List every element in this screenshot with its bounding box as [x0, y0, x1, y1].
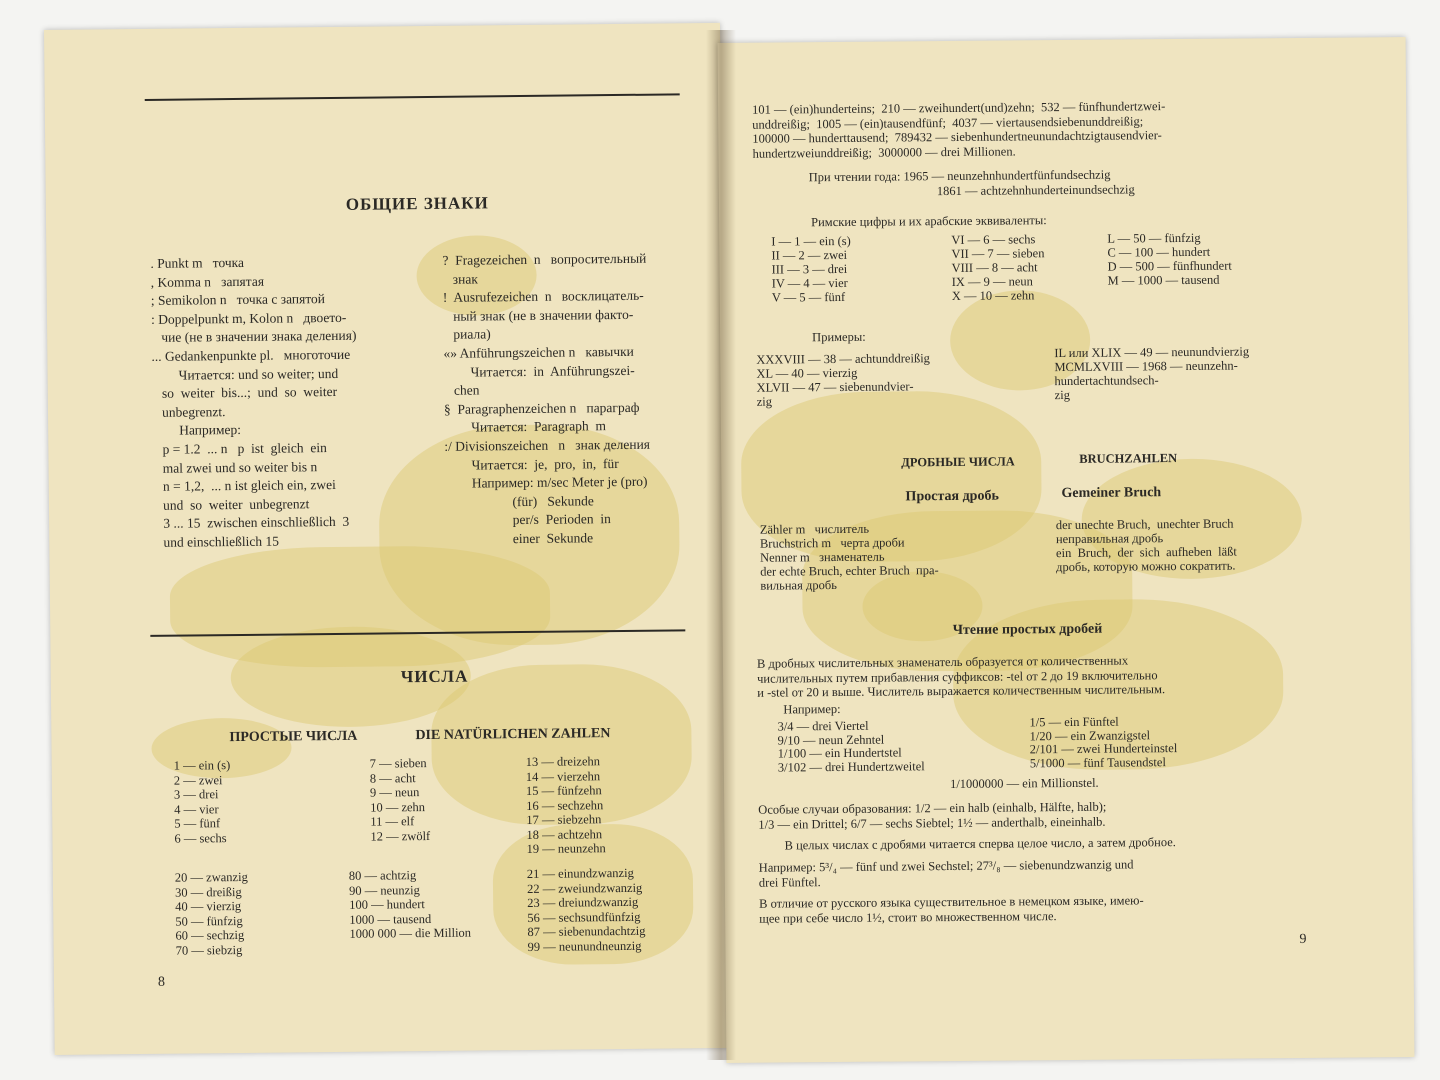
fractions-col1	[760, 521, 939, 593]
text-line: 8 — acht	[369, 770, 416, 786]
text-line: 80 — achtzig	[348, 868, 417, 883]
years-line-2: 1861 — achtzehnhunderteinundsechzig	[936, 182, 1135, 199]
text-line: 5 — fünf	[174, 816, 221, 831]
text-line: ... Gedankenpunkte pl. многоточие	[151, 346, 351, 364]
text-line: zig	[1054, 387, 1070, 403]
text-line: mal zwei und so weiter bis n	[152, 458, 318, 476]
text-line: II — 2 — zwei	[771, 247, 848, 263]
text-line: риала)	[443, 326, 491, 343]
text-line: 23 — dreiundzwanzig	[527, 894, 639, 910]
fractions-col2	[1056, 517, 1237, 575]
text-line: Nenner m знаменатель	[759, 549, 885, 565]
text-line: der echte Bruch, echter Bruch пра-	[760, 563, 939, 579]
text-line: 3 ... 15 zwischen einschließlich 3	[153, 514, 350, 532]
text-line: L — 50 — fünfzig	[1107, 230, 1201, 246]
text-line: Читается: in Anführungszei-	[443, 362, 635, 380]
numbers-group2-col1	[175, 870, 249, 958]
text-line: 1000 — tausend	[349, 911, 432, 927]
text-line: 101 — (ein)hunderteins; 210 — zweihundert(und)zehn; 532 — fünfhundertzwei-	[752, 99, 1166, 117]
numbers-subtitle-ru: ПРОСТЫЕ ЧИСЛА	[229, 728, 358, 746]
text-line: 87 — siebenundachtzig	[527, 923, 646, 939]
text-line: щее при себе число 1½, стоит во множественном числе.	[759, 908, 1057, 926]
text-line: 70 — siebzig	[175, 942, 243, 958]
roman-title: Римские цифры и их арабские эквиваленты:	[811, 213, 1047, 230]
text-line: VI — 6 — sechs	[951, 232, 1036, 247]
text-line: 5/1000 — fünf Tausendstel	[1029, 754, 1166, 770]
text-line: C — 100 — hundert	[1107, 244, 1211, 260]
general-signs-title: ОБЩИЕ ЗНАКИ	[345, 193, 489, 214]
text-line: n = 1,2, ... n ist gleich ein, zwei	[152, 477, 336, 495]
text-line: 3/4 — drei Viertel	[777, 718, 869, 734]
text-line: einer Sekunde	[445, 530, 594, 547]
fractions-sub-de: Gemeiner Bruch	[1061, 485, 1162, 502]
text-line: 3/102 — drei Hundertzweitel	[777, 758, 925, 775]
text-line: III — 3 — drei	[771, 261, 848, 277]
years-line-1: При чтении года: 1965 — neunzehnhundertfünfundsechzig	[808, 167, 1111, 185]
text-line: ein Bruch, der sich aufheben läßt	[1055, 544, 1237, 561]
text-line: 19 — neunzehn	[526, 841, 606, 856]
text-line: Читается: Paragraph m	[444, 418, 607, 436]
text-line: : Doppelpunkt m, Kolon n двоето-	[150, 309, 347, 327]
text-line: 100 — hundert	[349, 897, 425, 912]
text-line: 100000 — hunderttausend; 789432 — siebenhundertneunundachtzigtausendvier-	[752, 128, 1162, 146]
text-line: 1000 000 — die Million	[349, 925, 472, 941]
top-rule	[145, 93, 680, 101]
text-line: und einschließlich 15	[153, 533, 280, 550]
text-line: 17 — siebzehn	[526, 812, 602, 827]
text-line: 3 — drei	[173, 787, 219, 802]
text-line: 11 — elf	[370, 814, 415, 829]
text-line: 60 — sechzig	[175, 927, 245, 943]
reading-example2	[759, 856, 1337, 890]
text-line: 12 — zwölf	[370, 828, 431, 844]
text-line: 9 — neun	[369, 785, 420, 800]
text-line: ! Ausrufezeichen n восклицатель-	[442, 287, 644, 306]
text-line: дробь, которую можно сократить.	[1056, 558, 1236, 575]
text-line: 99 — neunundneunzig	[527, 938, 642, 954]
text-line: 9/10 — neun Zehntel	[777, 732, 885, 748]
numbers-group1-col2	[370, 756, 431, 844]
page-number-left: 8	[157, 974, 166, 990]
text-line: 1/3 — ein Drittel; 6/7 — sechs Siebtel; 1½ — anderthalb, eineinhalb.	[758, 814, 1106, 832]
text-line: 1/100 — ein Hundertstel	[777, 745, 902, 761]
text-line: 22 — zweiundzwanzig	[526, 880, 643, 896]
text-line: 1/5 — ein Fünftel	[1029, 714, 1119, 730]
text-line: XL — 40 — vierzig	[756, 365, 858, 381]
numbers-title: ЧИСЛА	[400, 666, 469, 687]
text-line: XLVII — 47 — siebenundvier-	[756, 379, 914, 395]
roman-col3	[1107, 231, 1232, 288]
text-line: 13 — dreizehn	[525, 754, 601, 769]
reading-ex-last: 1/1000000 — ein Millionstel.	[949, 775, 1099, 792]
text-line: IL или XLIX — 49 — neunundvierzig	[1054, 344, 1250, 361]
text-line: I — 1 — ein (s)	[771, 233, 851, 249]
reading-plural	[759, 892, 1337, 926]
middle-rule	[150, 629, 685, 637]
numbers-group1-col3	[526, 754, 606, 856]
text-line: 1/20 — ein Zwanzigstel	[1029, 727, 1151, 743]
text-line: числительных путем прибавления суффиксов: -tel от 2 до 19 включительно	[757, 667, 1158, 686]
numbers-group1-col1	[174, 758, 232, 846]
text-line: «» Anführungszeichen n кавычки	[443, 343, 634, 361]
text-line: hundertachtundsech-	[1054, 373, 1159, 389]
text-line: VII — 7 — sieben	[951, 246, 1045, 261]
left-page	[44, 23, 731, 1055]
reading-ex-col1	[777, 719, 924, 774]
text-line: XXXVIII — 38 — achtunddreißig	[756, 351, 930, 367]
numbers-subtitle-de: DIE NATÜRLICHEN ZAHLEN	[415, 726, 611, 744]
text-line: 90 — neunzig	[348, 882, 420, 898]
roman-col1	[771, 234, 851, 305]
text-line: 1 — ein (s)	[173, 758, 231, 773]
text-line: , Komma n запятая	[150, 273, 265, 290]
text-line: 7 — sieben	[369, 756, 427, 771]
text-line: V — 5 — fünf	[771, 289, 846, 305]
page-number-right: 9	[1299, 931, 1307, 947]
intro-text	[752, 98, 1332, 161]
text-line: p = 1.2 ... n p ist gleich ein	[152, 439, 327, 457]
text-line: D — 500 — fünfhundert	[1107, 258, 1232, 274]
text-line: MCMLXVIII — 1968 — neunzehn-	[1054, 358, 1238, 375]
text-line: zig	[756, 394, 773, 409]
text-line: 21 — einundzwanzig	[526, 865, 634, 881]
text-line: X — 10 — zehn	[951, 288, 1035, 303]
text-line: per/s Perioden in	[445, 511, 611, 529]
text-line: ный знак (не в значении факто-	[442, 306, 634, 324]
fractions-sub-ru: Простая дробь	[905, 488, 999, 505]
text-line: 30 — dreißig	[174, 884, 242, 900]
roman-col2	[951, 232, 1045, 303]
text-line: 10 — zehn	[370, 799, 426, 815]
text-line: 6 — sechs	[174, 830, 227, 846]
text-line: 2 — zwei	[173, 772, 223, 788]
numbers-group2-col3	[527, 866, 646, 954]
text-line: so weiter bis...; und so weiter	[151, 384, 338, 402]
text-line: drei Fünftel.	[758, 874, 821, 890]
text-line: M — 1000 — tausend	[1107, 272, 1220, 288]
text-line: § Paragraphenzeichen n параграф	[443, 399, 640, 417]
examples-col2	[1054, 344, 1249, 402]
text-line: der unechte Bruch, unechter Bruch	[1055, 516, 1234, 533]
right-page	[718, 37, 1415, 1063]
reading-para1	[757, 652, 1335, 701]
fractions-title-ru: ДРОБНЫЕ ЧИСЛА	[901, 454, 1015, 470]
text-line: IX — 9 — neun	[951, 274, 1033, 289]
reading-special	[758, 798, 1336, 832]
text-line: Bruchstrich m черта дроби	[759, 535, 905, 551]
examples-col1	[756, 351, 930, 409]
text-line: 18 — achtzehn	[526, 826, 603, 842]
text-line: :/ Divisionszeichen n знак деления	[444, 436, 651, 454]
text-line: Zähler m числитель	[759, 521, 870, 537]
text-line: Например: m/sec Meter je (pro)	[444, 473, 648, 491]
text-line: неправильная дробь	[1055, 531, 1164, 547]
numbers-group2-col2	[349, 868, 471, 942]
text-line: В отличие от русского языка существительное в немецком языке, имею-	[759, 893, 1144, 911]
text-line: 50 — fünfzig	[175, 913, 243, 929]
text-line: chen	[443, 382, 480, 398]
text-line: 14 — vierzehn	[525, 768, 601, 784]
text-line: 56 — sechsundfünfzig	[527, 909, 641, 925]
reading-whole: В целых числах с дробями читается сперва целое число, а затем дробное.	[784, 835, 1176, 853]
examples-label: Примеры:	[812, 329, 866, 345]
reading-example-label: Например:	[783, 701, 841, 717]
text-line: unddreißig; 1005 — (ein)tausendfünf; 4037 — viertausendsiebenunddreißig;	[752, 113, 1144, 132]
reading-title: Чтение простых дробей	[952, 621, 1103, 638]
text-line: IV — 4 — vier	[771, 275, 848, 291]
general-signs-col2	[442, 249, 695, 549]
text-line: Читается: und so weiter; und	[151, 365, 339, 383]
text-line: Особые случаи образования: 1/2 — ein halb (einhalb, Hälfte, halb);	[758, 799, 1107, 817]
text-line: 2/101 — zwei Hunderteinstel	[1029, 741, 1178, 757]
text-line: ? Fragezeichen n вопросительный	[442, 250, 647, 268]
text-line: ; Semikolon n точка с запятой	[150, 291, 326, 309]
text-line: Например:	[152, 422, 242, 439]
text-line: unbegrenzt.	[151, 403, 226, 420]
text-line: чие (не в значении знака деления)	[151, 328, 357, 346]
text-line: . Punkt m точка	[150, 254, 245, 271]
fractions-title-de: BRUCHZAHLEN	[1079, 451, 1178, 466]
text-line: В дробных числительных знаменатель образуется от количественных	[756, 653, 1129, 671]
text-line: (für) Sekunde	[444, 492, 594, 510]
text-line: 16 — sechzehn	[526, 797, 604, 813]
text-line: и -stel от 20 и выше. Числитель выражается количественным числительным.	[757, 682, 1166, 700]
general-signs-col1	[150, 252, 425, 552]
text-line: VIII — 8 — acht	[951, 260, 1038, 275]
text-line: 20 — zwanzig	[174, 869, 248, 885]
text-line: Читается: je, pro, in, für	[444, 455, 619, 473]
text-line: hundertzweiunddreißig; 3000000 — drei Millionen.	[752, 143, 1016, 161]
text-line: 40 — vierzig	[175, 898, 242, 914]
text-line: вильная дробь	[760, 578, 837, 593]
text-line: und so weiter unbegrenzt	[152, 495, 310, 513]
text-line: знак	[442, 271, 478, 287]
text-line: Например: 5³/₄ — fünf und zwei Sechstel; 27³/₈ — siebenundzwanzig und	[758, 857, 1134, 875]
text-line: 4 — vier	[174, 801, 219, 817]
reading-ex-col2	[1029, 715, 1177, 770]
text-line: 15 — fünfzehn	[525, 783, 602, 798]
